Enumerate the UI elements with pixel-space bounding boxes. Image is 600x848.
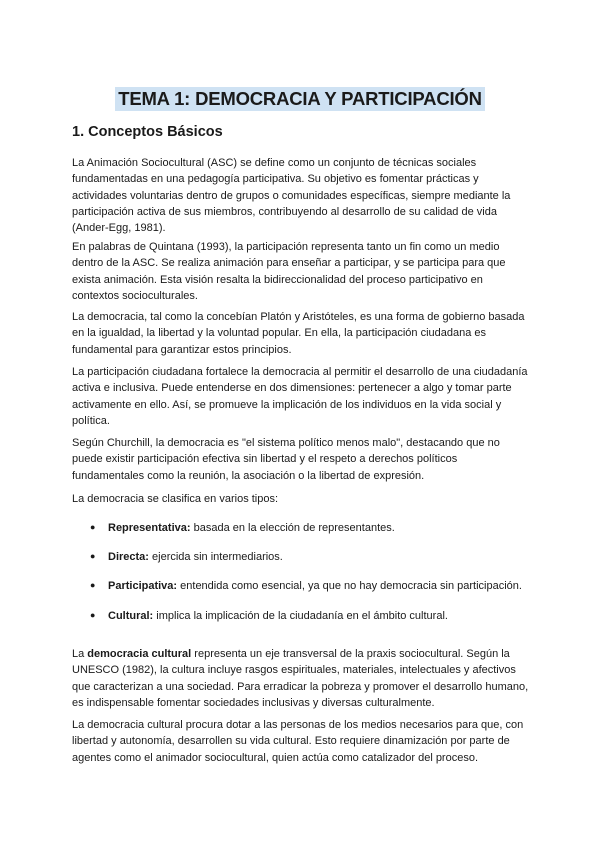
bullet-icon: ●	[90, 580, 96, 590]
paragraph-democracia: La democracia, tal como la concebían Platón y Aristóteles, es una forma de gobierno basada en la igualdad, la libertad y la voluntad popular. En ella, la participación ciudadana es fundamental para garantizar estos principios.	[72, 311, 525, 356]
type-term: Cultural:	[108, 610, 154, 622]
paragraph-quintana: En palabras de Quintana (1993), la participación representa tanto un fin como un medio dentro de la ASC. Se realiza animación para enseñar a participar, y se participa para que exista animación. Esta visión resalta la bidireccionalidad del proceso participativo en contextos socioculturales.	[72, 241, 506, 302]
type-desc: ejercida sin intermediarios.	[148, 551, 283, 563]
list-item	[90, 577, 522, 594]
bullet-icon: ●	[90, 551, 96, 561]
type-term: Directa:	[108, 551, 149, 563]
section-heading: 1. Conceptos Básicos	[72, 124, 223, 140]
bullet-icon: ●	[90, 610, 96, 620]
paragraph-churchill: Según Churchill, la democracia es "el sistema político menos malo", destacando que no puede existir participación efectiva sin libertad y el respeto a derechos políticos fundamentales como la reunión, la asociación o la libertad de expresión.	[72, 437, 500, 482]
list-item	[90, 548, 283, 565]
page-title: TEMA 1: DEMOCRACIA Y PARTICIPACIÓN	[115, 87, 485, 111]
cultural-pre: La	[72, 648, 88, 660]
bullet-icon: ●	[90, 522, 96, 532]
cultural-post: representa un eje transversal de la praxis sociocultural. Según la UNESCO (1982), la cultura incluye rasgos espirituales, materiales, intelectuales y afectivos que caracterizan a una sociedad. Para erradicar la pobreza y promover el desarrollo humano, es indispensable fomentar sociedades inclusivas y diversas culturalmente.	[72, 648, 529, 709]
paragraph-asc-definition: La Animación Sociocultural (ASC) se define como un conjunto de técnicas sociales fundamentadas en una pedagogía participativa. Su objetivo es fomentar prácticas y actividades voluntarias dentro de grupos o comunidades específicas, siempre mediante la participación activa de sus miembros, contribuyendo al desarrollo de su calidad de vida (Ander-Egg, 1981).	[72, 157, 511, 235]
paragraph-tipos-intro: La democracia se clasifica en varios tipos:	[72, 493, 279, 505]
type-desc: basada en la elección de representantes.	[190, 522, 395, 534]
type-desc: entendida como esencial, ya que no hay democracia sin participación.	[177, 580, 522, 592]
list-item	[90, 607, 448, 624]
type-term: Participativa:	[108, 580, 178, 592]
title-wrap	[72, 87, 528, 111]
list-item	[90, 519, 395, 536]
type-desc: implica la implicación de la ciudadanía en el ámbito cultural.	[153, 610, 448, 622]
type-term: Representativa:	[108, 522, 191, 534]
paragraph-final: La democracia cultural procura dotar a las personas de los medios necesarios para que, con libertad y autonomía, desarrollen su vida cultural. Esto requiere dinamización por parte de agentes como el animador sociocultural, quien actúa como catalizador del proceso.	[72, 719, 524, 764]
paragraph-democracia-cultural	[72, 646, 530, 711]
cultural-bold: democracia cultural	[87, 648, 192, 660]
paragraph-participacion-ciudadana: La participación ciudadana fortalece la democracia al permitir el desarrollo de una ciudadanía activa e inclusiva. Puede entenderse en dos dimensiones: pertenecer a algo y tomar parte activamente en ello. Así, se promueve la implicación de los individuos en la vida social y política.	[72, 366, 528, 427]
